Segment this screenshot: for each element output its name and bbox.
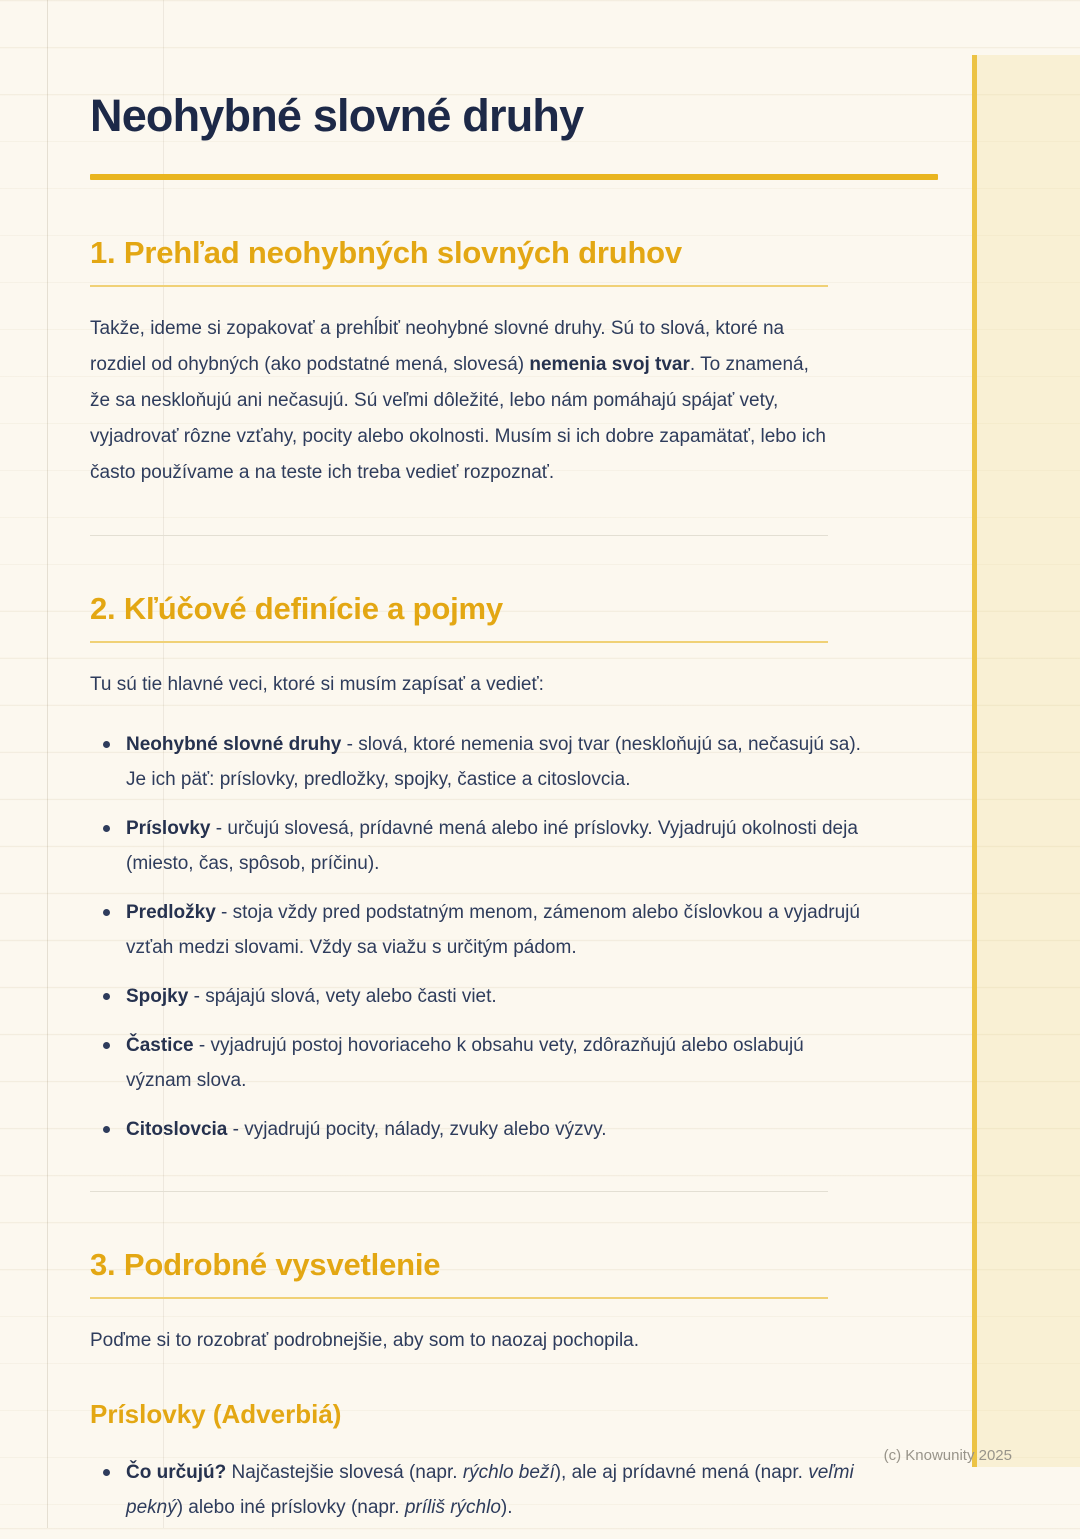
list-item [126,1112,868,1147]
copyright-footer: (c) Knowunity 2025 [883,1447,1012,1464]
term-definition: - vyjadrujú pocity, nálady, zvuky alebo výzvy. [227,1119,607,1141]
term-label: Citoslovcia [126,1119,228,1141]
section-1-underline [90,285,828,287]
right-margin-band [977,55,1080,1467]
section-2-heading: 2. Kľúčové definície a pojmy [90,590,503,626]
definitions-list [90,727,868,1147]
term-label: Príslovky [126,818,211,840]
section-3-intro: Poďme si to rozobrať podrobnejšie, aby som to naozaj pochopila. [90,1330,640,1352]
page-title: Neohybné slovné druhy [90,90,584,141]
section-2-underline [90,641,828,643]
list-item [126,811,868,881]
section-definitions [90,590,938,1147]
term-definition: - vyjadrujú postoj hovoriaceho k obsahu vety, zdôrazňujú alebo oslabujú význam slova. [126,1035,804,1092]
title-rule [90,174,938,180]
paragraph-bold-text: nemenia svoj tvar [529,353,690,375]
term-definition: - stoja vždy pred podstatným menom, zámenom alebo číslovkou a vyjadrujú vzťah medzi slovami. Vždy sa viažu s určitým pádom. [126,902,860,959]
section-1-heading: 1. Prehľad neohybných slovných druhov [90,234,682,270]
example-italic: príliš rýchlo [404,1496,501,1518]
term-definition: - slová, ktoré nemenia svoj tvar (neskloňujú sa, nečasujú sa). Je ich päť: príslovky, predložky, spojky, častice a citoslovcia. [126,734,861,791]
subsection-adverbs-heading: Príslovky (Adverbiá) [90,1399,342,1430]
list-item [126,1455,868,1525]
section-detailed-explanation [90,1246,938,1524]
margin-line-yellow [972,55,977,1467]
section-2-intro: Tu sú tie hlavné veci, ktoré si musím zapísať a vedieť: [90,674,544,696]
term-definition: - určujú slovesá, prídavné mená alebo iné príslovky. Vyjadrujú okolnosti deja (miesto, čas, spôsob, príčinu). [126,818,858,875]
term-label: Neohybné slovné druhy [126,734,342,756]
term-label: Spojky [126,986,189,1008]
example-italic: veľmi pekný [126,1461,854,1518]
section-1-paragraph [90,311,832,491]
term-definition: - spájajú slová, vety alebo časti viet. [188,986,497,1008]
section-3-underline [90,1297,828,1299]
term-definition: ) alebo iné príslovky (napr. [176,1496,405,1518]
document-content [90,0,938,1539]
term-label: Častice [126,1035,194,1057]
margin-line-left-outer [47,0,48,1528]
adverbs-list [90,1455,868,1525]
term-label: Predložky [126,902,216,924]
list-item [126,895,868,965]
term-definition: ). [500,1496,513,1518]
paragraph-text: Takže, ideme si zopakovať a prehĺbiť neohybné slovné druhy. Sú to slová, ktoré na rozdiel od ohybných (ako podstatné mená, slovesá) [90,317,785,375]
section-overview [90,234,938,491]
list-item [126,979,868,1014]
term-definition: ), ale aj prídavné mená (napr. [554,1461,809,1483]
term-definition: Najčastejšie slovesá (napr. [226,1461,463,1483]
list-item [126,727,868,797]
paragraph-text: . To znamená, že sa neskloňujú ani nečasujú. Sú veľmi dôležité, lebo nám pomáhajú spájať vety, vyjadrovať rôzne vzťahy, pocity alebo okolnosti. Musím si ich dobre zapamätať, lebo ich často používame a na teste ich treba vedieť rozpoznať. [90,353,826,483]
term-label: Čo určujú? [126,1461,227,1483]
list-item [126,1028,868,1098]
example-italic: rýchlo beží [462,1461,555,1483]
section-divider [90,535,828,536]
section-3-heading: 3. Podrobné vysvetlenie [90,1247,441,1283]
section-divider [90,1191,828,1192]
